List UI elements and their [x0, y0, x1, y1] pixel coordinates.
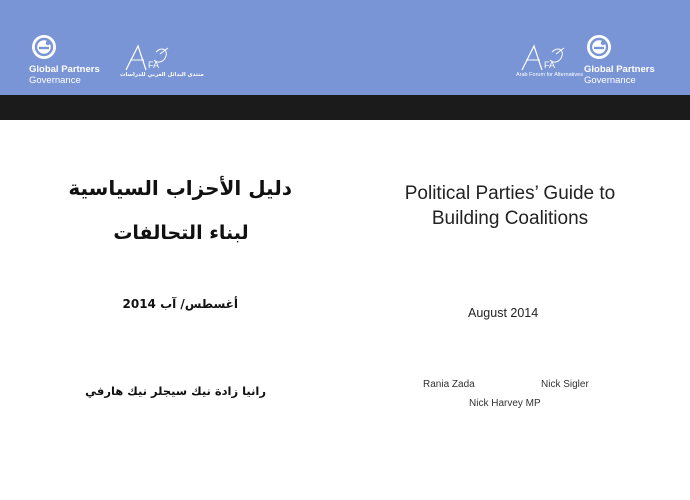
author-name: Nick Sigler — [541, 379, 589, 390]
author-name: Nick Harvey MP — [469, 398, 541, 409]
afa-bird-icon — [516, 44, 568, 72]
logo-name-line1: Global Partners — [29, 64, 100, 75]
global-partners-logo-left — [29, 34, 100, 86]
logo-name-line2: Governance — [29, 75, 81, 86]
afa-logo-right — [516, 44, 583, 79]
author-name: Rania Zada — [423, 379, 475, 390]
afa-mark-text: FA — [148, 60, 160, 70]
logo-name-line2: Governance — [584, 75, 636, 86]
global-partners-logo-right — [584, 34, 655, 86]
afa-caption-arabic: منتدى البدائل العربي للدراسات — [120, 72, 204, 78]
arabic-title-line2: لبناء التحالفات — [113, 222, 249, 244]
english-title: Political Parties’ Guide to Building Coalitions — [404, 183, 616, 229]
afa-logo-left — [120, 44, 204, 79]
english-date: August 2014 — [468, 306, 539, 320]
afa-caption-english: Arab Forum for Alternatives — [516, 72, 583, 78]
arabic-date: أغسطس/ آب 2014 — [122, 297, 238, 311]
arabic-title-line1: دليل الأحزاب السياسية — [68, 176, 292, 200]
arabic-authors: رانيا زادة نيك سيجلر نيك هارفي — [85, 384, 266, 398]
global-partners-swirl-icon — [31, 34, 57, 60]
afa-mark-text: FA — [544, 60, 556, 70]
logo-name-line1: Global Partners — [584, 64, 655, 75]
global-partners-swirl-icon — [586, 34, 612, 60]
header-dark-stripe — [0, 95, 690, 120]
afa-bird-icon — [120, 44, 172, 72]
